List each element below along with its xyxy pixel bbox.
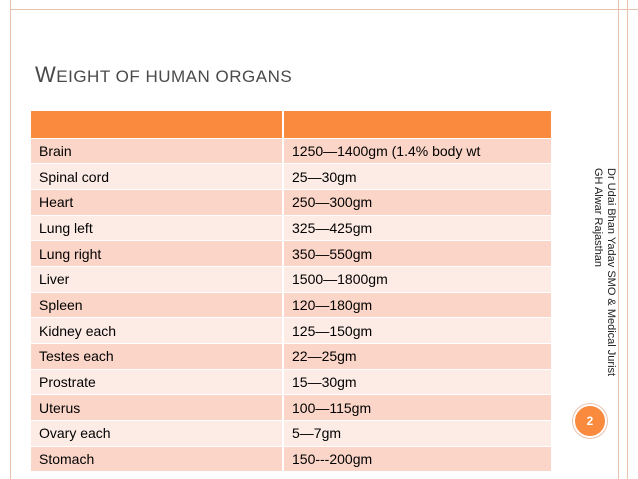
weight-cell: 350—550gm	[283, 241, 551, 267]
organ-cell: Lung left	[31, 215, 283, 241]
organ-cell: Spleen	[31, 292, 283, 318]
organ-cell: Stomach	[31, 446, 283, 472]
weight-cell: 5—7gm	[283, 421, 551, 447]
weight-cell: 120—180gm	[283, 292, 551, 318]
header-weight	[283, 111, 551, 138]
slide-title	[35, 62, 292, 88]
table-row	[31, 138, 551, 164]
table-header-row	[31, 111, 551, 138]
page-number-badge: 2	[573, 404, 607, 438]
frame-left-line	[10, 0, 11, 479]
table-row	[31, 318, 551, 344]
weight-cell: 100—115gm	[283, 395, 551, 421]
header-organ	[31, 111, 283, 138]
weight-cell: 250—300gm	[283, 189, 551, 215]
organ-cell: Lung right	[31, 241, 283, 267]
organ-cell: Brain	[31, 138, 283, 164]
title-rest: EIGHT OF HUMAN ORGANS	[56, 67, 293, 86]
weight-cell: 22—25gm	[283, 344, 551, 370]
table-row	[31, 241, 551, 267]
author-credit-line2: GH Alwar Rajasthan	[592, 168, 604, 268]
organ-cell: Heart	[31, 189, 283, 215]
frame-top-line	[10, 0, 638, 10]
author-credit-line1: Dr Udai Bhan Yadav SMO & Medical Jurist	[605, 168, 617, 377]
table-row	[31, 344, 551, 370]
weight-cell: 125—150gm	[283, 318, 551, 344]
table-row	[31, 266, 551, 292]
weight-cell: 1250—1400gm (1.4% body wt	[283, 138, 551, 164]
weight-cell: 15—30gm	[283, 369, 551, 395]
weight-cell: 1500—1800gm	[283, 266, 551, 292]
organ-cell: Liver	[31, 266, 283, 292]
table-row	[31, 189, 551, 215]
table-row	[31, 164, 551, 190]
author-credit	[591, 168, 617, 376]
weight-cell: 325—425gm	[283, 215, 551, 241]
table-row	[31, 215, 551, 241]
organ-cell: Testes each	[31, 344, 283, 370]
table-row	[31, 292, 551, 318]
weight-cell: 150---200gm	[283, 446, 551, 472]
weight-cell: 25—30gm	[283, 164, 551, 190]
organ-cell: Spinal cord	[31, 164, 283, 190]
title-initial: W	[35, 62, 57, 87]
organ-cell: Uterus	[31, 395, 283, 421]
table-row	[31, 369, 551, 395]
table-row	[31, 446, 551, 472]
table-row	[31, 395, 551, 421]
organ-cell: Ovary each	[31, 421, 283, 447]
organ-cell: Kidney each	[31, 318, 283, 344]
frame-right-bar	[618, 0, 628, 479]
organ-weight-table	[31, 111, 551, 472]
organ-cell: Prostrate	[31, 369, 283, 395]
table-row	[31, 421, 551, 447]
